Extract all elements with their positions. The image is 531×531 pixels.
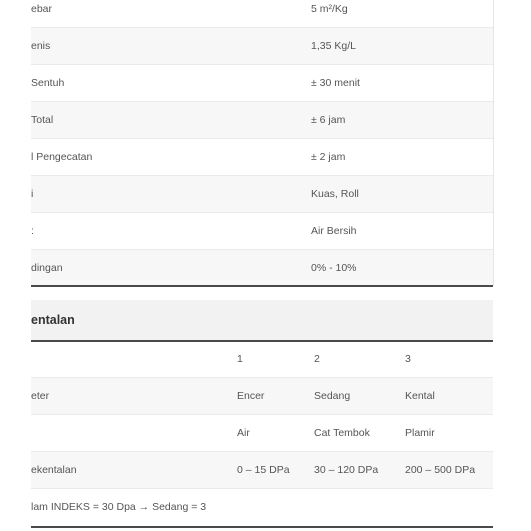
column-header: 2	[314, 353, 320, 365]
table-cell: Sedang	[314, 390, 351, 402]
spec-row	[31, 102, 493, 139]
spec-row	[31, 28, 493, 65]
spec-row	[31, 0, 493, 28]
thickness-section-header	[31, 300, 493, 340]
table-cell: Air	[237, 427, 250, 439]
row-label	[31, 415, 231, 451]
spec-row	[31, 176, 493, 213]
table-cell: Cat Tembok	[314, 427, 370, 439]
thickness-row	[31, 415, 493, 452]
table-cell: Kental	[405, 390, 435, 402]
spec-label: enis	[31, 40, 51, 52]
spec-label: i	[31, 188, 34, 200]
spec-value: Kuas, Roll	[311, 188, 359, 200]
column-header: 1	[237, 353, 243, 365]
table-bottom-border	[31, 526, 493, 528]
thickness-note-row	[31, 489, 493, 526]
spec-value: ± 30 menit	[311, 77, 360, 89]
spec-label: dingan	[31, 262, 63, 274]
spec-row	[31, 250, 493, 287]
thickness-row	[31, 452, 493, 489]
row-label: eter	[31, 390, 50, 402]
spec-label: :	[31, 225, 34, 237]
spec-row	[31, 139, 493, 176]
spec-label: l Pengecatan	[31, 151, 93, 163]
spec-row	[31, 65, 493, 102]
section-title: entalan	[31, 313, 75, 327]
thickness-header-row	[31, 341, 493, 378]
table-cell: 0 – 15 DPa	[237, 464, 290, 476]
spec-row	[31, 213, 493, 250]
example-note: lam INDEKS = 30 Dpa → Sedang = 3	[31, 501, 207, 513]
table-cell: Encer	[237, 390, 265, 402]
row-label: ekentalan	[31, 464, 77, 476]
spec-label: Total	[31, 114, 54, 126]
spec-label: ebar	[31, 3, 53, 15]
spec-value: ± 6 jam	[311, 114, 346, 126]
thickness-row	[31, 378, 493, 415]
table-cell: 30 – 120 DPa	[314, 464, 379, 476]
column-header: 3	[405, 353, 411, 365]
spec-value: 1,35 Kg/L	[311, 40, 356, 52]
spec-value: Air Bersih	[311, 225, 357, 237]
spec-label: Sentuh	[31, 77, 65, 89]
spec-value: 5 m²/Kg	[311, 3, 348, 15]
table-bottom-border	[31, 285, 493, 287]
spec-value: 0% - 10%	[311, 262, 357, 274]
table-cell: Plamir	[405, 427, 435, 439]
table-cell: 200 – 500 DPa	[405, 464, 476, 476]
column-header	[31, 341, 231, 377]
content-right-border	[493, 0, 494, 286]
spec-value: ± 2 jam	[311, 151, 346, 163]
